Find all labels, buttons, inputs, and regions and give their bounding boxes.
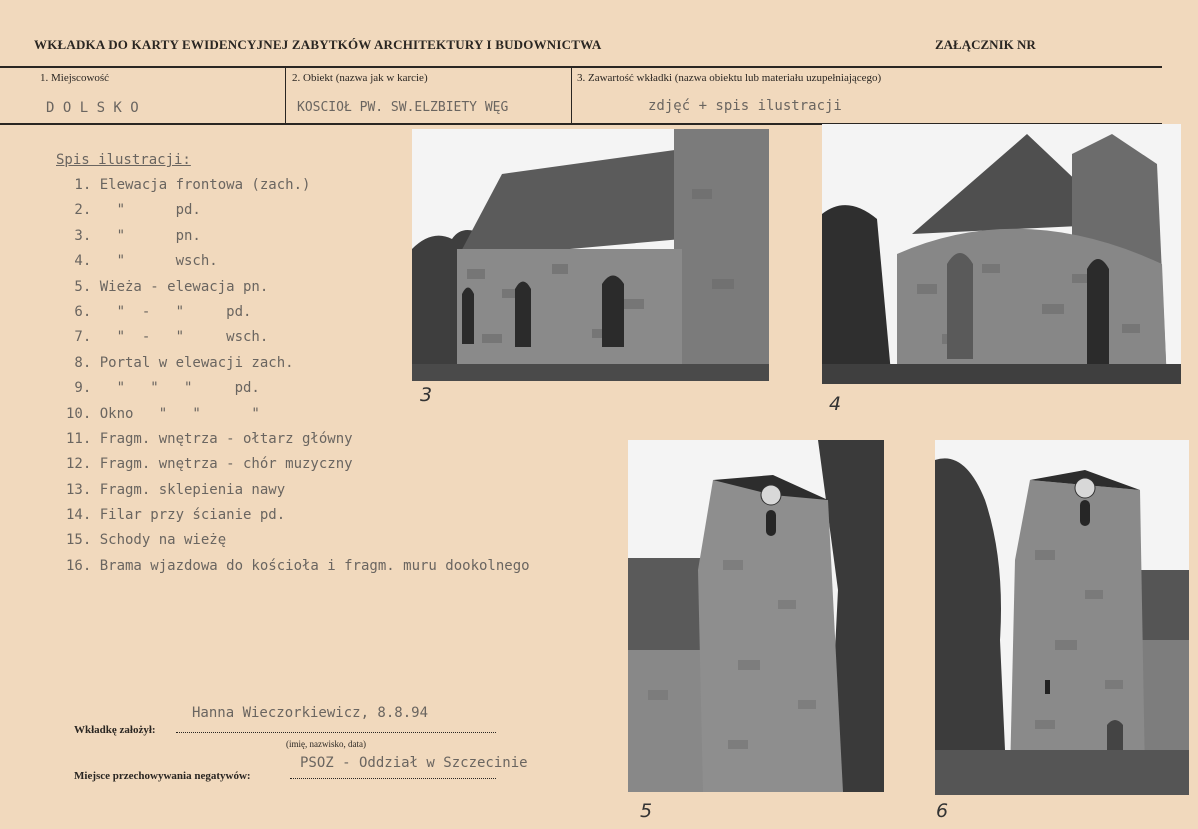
list-item: 7. " - " wsch. xyxy=(66,329,269,346)
storage-dotted-line xyxy=(290,778,496,779)
object-label: 2. Obiekt (nazwa jak w karcie) xyxy=(292,72,428,84)
list-item: 12. Fragm. wnętrza - chór muzyczny xyxy=(66,456,353,473)
contents-label: 3. Zawartość wkładki (nazwa obiektu lub materiału uzupełniającego) xyxy=(577,72,882,84)
contents-value: zdjęć + spis ilustracji xyxy=(648,98,842,114)
locality-value: D O L S K O xyxy=(46,100,139,116)
locality-label: 1. Miejscowość xyxy=(40,72,110,84)
photo-tower-south xyxy=(628,440,884,792)
list-item: 4. " wsch. xyxy=(66,253,218,270)
photo-number: 5 xyxy=(640,800,653,822)
founder-value: Hanna Wieczorkiewicz, 8.8.94 xyxy=(192,705,429,721)
photo-number: 3 xyxy=(420,384,433,406)
object-value: KOSCIOŁ PW. SW.ELZBIETY WĘG xyxy=(297,100,509,115)
field-divider xyxy=(571,66,572,124)
storage-value: PSOZ - Oddział w Szczecinie xyxy=(300,755,528,771)
attachment-number-label: ZAŁĄCZNIK NR xyxy=(935,37,1036,52)
list-item: 5. Wieża - elewacja pn. xyxy=(66,278,269,295)
list-item: 14. Filar przy ścianie pd. xyxy=(66,507,286,524)
photo-number: 6 xyxy=(936,800,949,822)
founder-label: Wkładkę założył: xyxy=(74,724,156,736)
photo-church-side xyxy=(412,129,769,381)
photo-church-apse xyxy=(822,124,1181,384)
form-title: WKŁADKA DO KARTY EWIDENCYJNEJ ZABYTKÓW ARCHITEKTURY I BUDOWNICTWA xyxy=(34,37,602,52)
list-item: 1. Elewacja frontowa (zach.) xyxy=(66,177,311,193)
list-item: 9. " " " pd. xyxy=(66,380,260,397)
photo-tower-north xyxy=(935,440,1189,795)
field-divider xyxy=(285,66,286,124)
photo-number: 4 xyxy=(829,393,842,415)
header-rule xyxy=(0,66,1162,68)
list-item: 13. Fragm. sklepienia nawy xyxy=(66,481,286,498)
storage-label: Miejsce przechowywania negatywów: xyxy=(74,770,251,782)
founder-hint: (imię, nazwisko, data) xyxy=(286,739,366,749)
list-item: 16. Brama wjazdowa do kościoła i fragm. muru dookolnego xyxy=(66,557,530,574)
list-item: 15. Schody na wieżę xyxy=(66,532,227,549)
list-item: 3. " pn. xyxy=(66,227,201,244)
list-item: 8. Portal w elewacji zach. xyxy=(66,354,294,371)
list-item: 2. " pd. xyxy=(66,202,201,219)
illustrations-list-title: Spis ilustracji: xyxy=(56,152,191,168)
founder-dotted-line xyxy=(176,732,496,733)
list-item: 11. Fragm. wnętrza - ołtarz główny xyxy=(66,430,353,447)
list-item: 10. Okno " " " xyxy=(66,405,260,422)
list-item: 6. " - " pd. xyxy=(66,303,252,320)
